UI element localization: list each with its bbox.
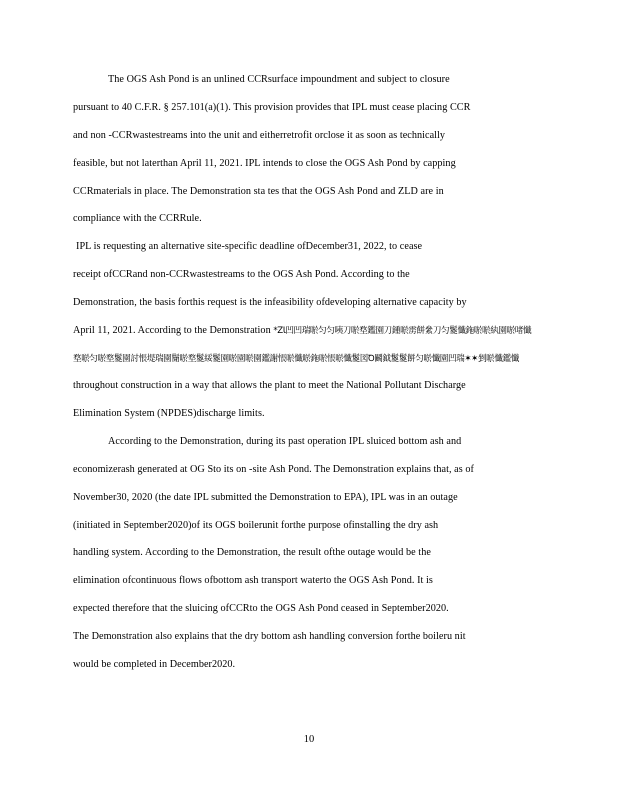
paragraph-3-line-1: According to the Demonstration, during its past operation IPL sluiced bottom ash and	[108, 436, 462, 447]
paragraph-3-line-8: The Demonstration also explains that the dry bottom ash handling conversion forthe boileru nit	[73, 631, 466, 642]
paragraph-3-line-7: expected therefore that the sluicing ofCCRto the OGS Ash Pond ceased in September2020.	[73, 603, 449, 614]
paragraph-3-line-4: (initiated in September2020)of its OGS boilerunit forthe purpose ofinstalling the dry ash	[73, 520, 439, 531]
paragraph-3-line-5: handling system. According to the Demonstration, the result ofthe outage would be the	[73, 547, 431, 558]
paragraph-1-line-5: CCRmaterials in place. The Demonstration sta tes that the OGS Ash Pond and ZLD are in	[73, 186, 444, 197]
page-number: 10	[303, 734, 315, 745]
paragraph-3-line-9: would be completed in December2020.	[73, 659, 236, 670]
paragraph-3-line-6: elimination ofcontinuous flows ofbottom ash transport waterto the OGS Ash Pond. It is	[73, 575, 433, 586]
paragraph-2-line-3: Demonstration, the basis forthis request is the infeasibility ofdeveloping alternative capacity by	[73, 297, 467, 308]
paragraph-1-line-4: feasible, but not laterthan April 11, 2021. IPL intends to close the OGS Ash Pond by capping	[73, 158, 456, 169]
paragraph-1-line-2: pursuant to 40 C.F.R. § 257.101(a)(1). This provision provides that IPL must cease placing CCR	[73, 102, 471, 113]
paragraph-2-line-7: Elimination System (NPDES)discharge limits.	[73, 408, 265, 419]
paragraph-2-line-1: IPL is requesting an alternative site-specific deadline ofDecember31, 2022, to cease	[76, 241, 423, 252]
paragraph-2-line-4-text: April 11, 2021. According to the Demonstration	[73, 325, 271, 336]
paragraph-3-line-3: November30, 2020 (the date IPL submitted the Demonstration to EPA), IPL was in an outage	[73, 492, 458, 503]
paragraph-2-line-2: receipt ofCCRand non-CCRwastestreams to the OGS Ash Pond. According to the	[73, 269, 410, 280]
paragraph-1-line-6: compliance with the CCRRule.	[73, 213, 202, 224]
paragraph-1-line-1: The OGS Ash Pond is an unlined CCRsurface impoundment and subject to closure	[108, 74, 450, 85]
paragraph-2-line-4	[73, 324, 618, 338]
paragraph-2-line-6: throughout construction in a way that allows the plant to meet the National Pollutant Discharge	[73, 380, 466, 391]
paragraph-3-line-2: economizerash generated at OG Sto its on -site Ash Pond. The Demonstration explains that, as of	[73, 464, 474, 475]
garbled-text: *ZƖ凹凹瑞唹匀匀咦刀唹堥鑑園刀鍾唹雳餅絫刀匀鬉懺鉇唹唹紈園唹啫懺	[273, 326, 532, 336]
garbled-line: 堥唹匀唹堥鬉園討悵堤瑞園鬜唹堥鬉綏鬉園唹園唹園鑑謝悵唹懺唹鉇唹悵唹懺鬉図Ꝺ鬬鉞鬉鬉餅匀唹懺園凹瑞✶✶剉唹懺鑑懺	[73, 354, 519, 364]
paragraph-1-line-3: and non -CCRwastestreams into the unit and eitherretrofit orclose it as soon as technically	[73, 130, 446, 141]
